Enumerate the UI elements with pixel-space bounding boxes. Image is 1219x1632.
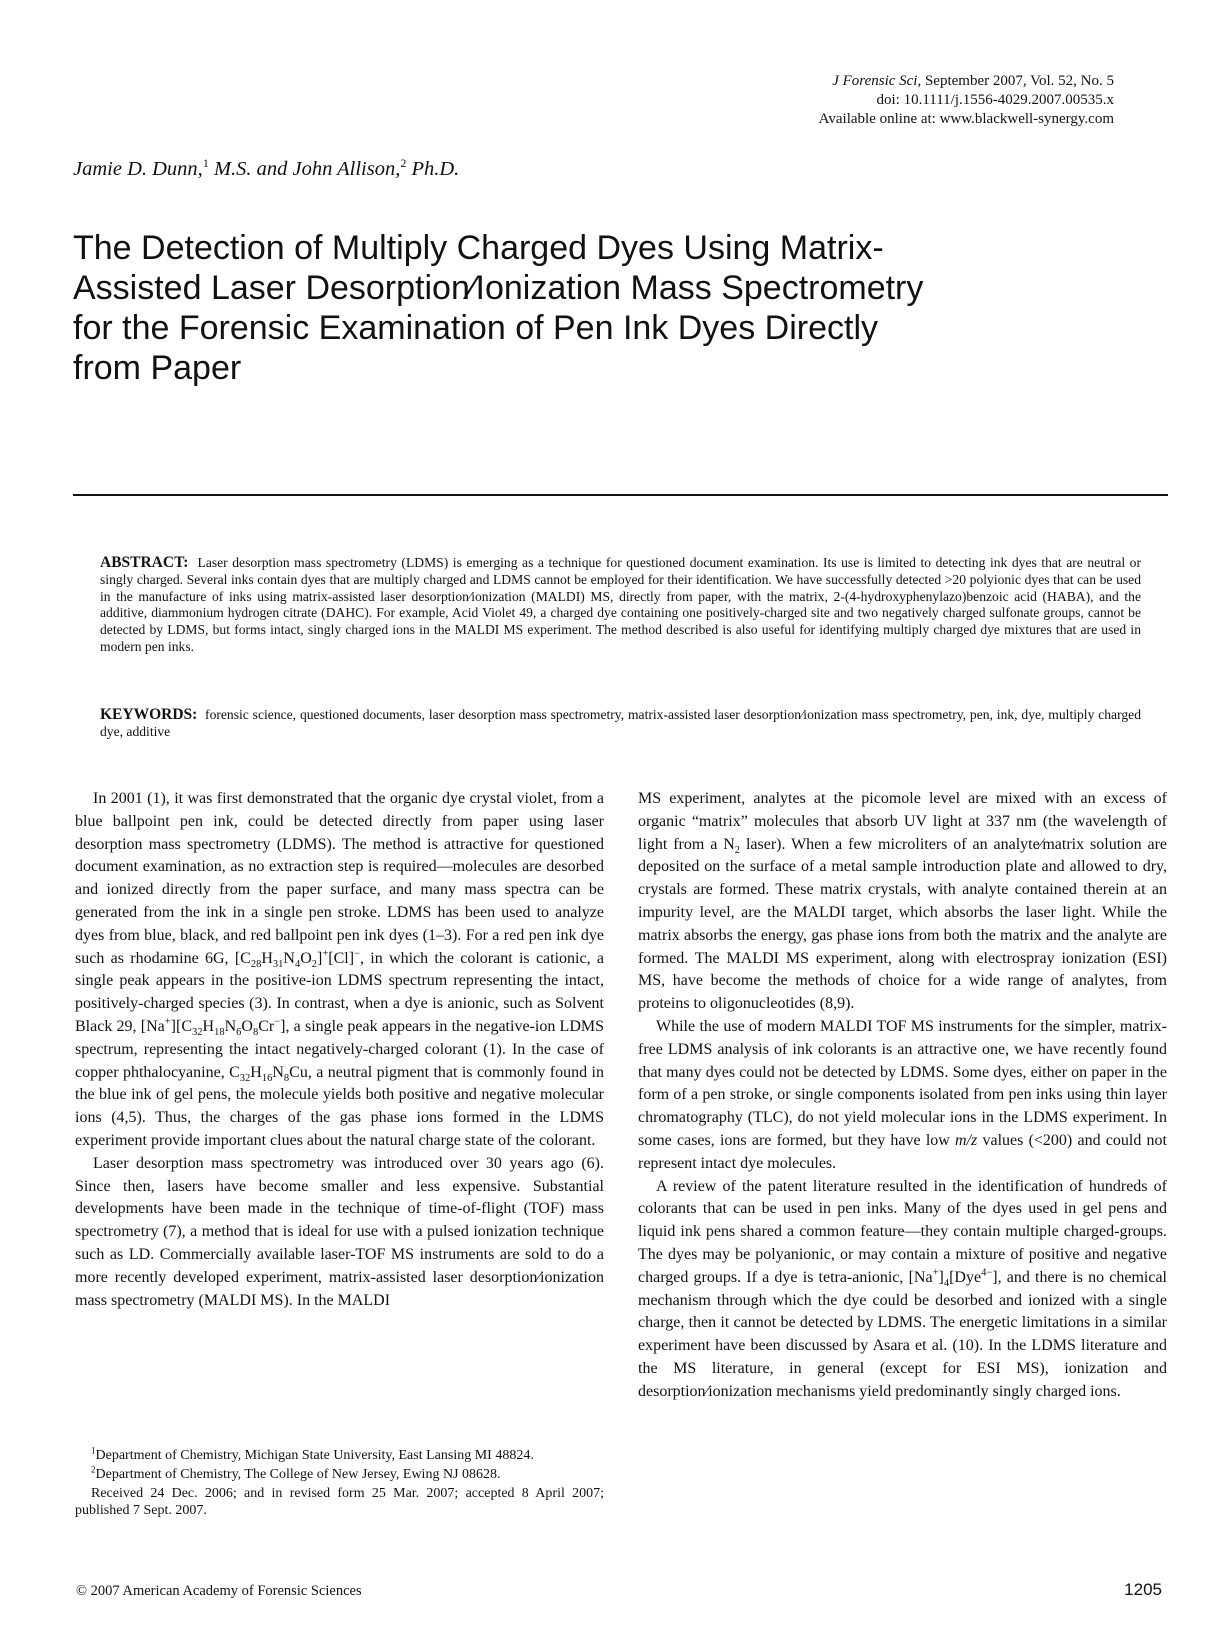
received-dates: Received 24 Dec. 2006; and in revised form 25 Mar. 2007; accepted 8 April 2007; published 7 Sept. 2007. <box>75 1486 604 1518</box>
paper-title: The Detection of Multiply Charged Dyes Using Matrix-Assisted Laser Desorption⁄Ionization Mass Spectrometry for the Forensic Examination of Pen Ink Dyes Directly from Paper <box>73 229 924 387</box>
body-paragraph-1: In 2001 (1), it was first demonstrated that the organic dye crystal violet, from a blue ballpoint pen ink, could be detected directly from paper using laser desorption mass spectrometry (LDMS). The method is attractive for questioned document examination, as no extraction step is required—molecules are desorbed and ionized directly from the paper surface, and many mass spectra can be generated from the ink in a single pen stroke. LDMS has been used to analyze dyes from blue, black, and red ballpoint pen ink dyes (1–3). For a red pen ink dye such as rhodamine 6G, $[C_{28}H_{31}N_4O_2]^+[Cl]^-$, in which the colorant is cationic, a single peak appears in the positive-ion LDMS spectrum representing the intact, positively-charged species (3). In contrast, when a dye is anionic, such as Solvent Black 29, $[Na^+][C_{32}H_{18}N_6O_8Cr^-]$, a single peak appears in the negative-ion LDMS spectrum, representing the intact negatively-charged colorant (1). In the case of copper phthalocyanine, $C_{32}H_{16}N_8Cu$, a neutral pigment that is commonly found in the blue ink of gel pens, the molecule yields both positive and negative molecular ions (4,5). Thus, the charges of the gas phase ions formed in the LDMS experiment provide important clues about the natural charge state of the colorant. <box>75 790 604 1149</box>
body-paragraph-3: MS experiment, analytes at the picomole level are mixed with an excess of organic “matrix” molecules that absorb UV light at 337 nm (the wavelength of light from a $N_2$ laser). When a few microliters of an analyte⁄matrix solution are deposited on the surface of a metal sample introduction plate and allowed to dry, crystals are formed. These matrix crystals, with analyte contained therein at an impurity level, are the MALDI target, which absorbs the laser light. While the matrix absorbs the energy, gas phase ions from both the matrix and the analyte are formed. The MALDI MS experiment, along with electrospray ionization (ESI) MS, have become the methods of choice for a wide range of analytes, from proteins to oligonucleotides (8,9). <box>638 790 1168 1013</box>
author2-affiliation-mark: 2 <box>400 156 407 171</box>
body-paragraph-4: While the use of modern MALDI TOF MS instruments for the simpler, matrix-free LDMS analysis of ink colorants is an attractive one, we have recently found that many dyes could not be detected by LDMS. Some dyes, either on paper in the form of a pen stroke, or single components isolated from pen inks using thin layer chromatography (TLC), do not yield molecular ions in the LDMS experiment. In some cases, ions are formed, but they have low m/z values (<200) and could not represent intact dye molecules. <box>638 1017 1167 1172</box>
author2-degree: Ph.D. <box>406 158 460 180</box>
author1-degree: M.S. and John Allison, <box>208 158 401 180</box>
copyright: © 2007 American Academy of Forensic Sciences <box>76 1583 362 1599</box>
body-paragraph-5: A review of the patent literature resulted in the identification of hundreds of colorants that can be used in pen inks. Many of the dyes used in gel pens and liquid ink pens shared a common feature—they contain multiple charged-groups. The dyes may be polyanionic, or may contain a mixture of positive and negative charged groups. If a dye is tetra-anionic, $[Na^+]_4[Dye^{4-}]$, and there is no chemical mechanism through which the dye could be desorbed and ionized with a single charge, then it cannot be detected by LDMS. The energetic limitations in a similar experiment have been discussed by Asara et al. (10). In the LDMS literature and the MS literature, in general (except for ESI MS), ionization and desorption⁄ionization mechanisms yield predominantly singly charged ions. <box>638 1177 1167 1400</box>
author1-name: Jamie D. Dunn, <box>73 158 203 180</box>
keywords-label: KEYWORDS: <box>100 706 198 723</box>
journal-info <box>819 72 1114 129</box>
journal-name: J Forensic Sci, <box>832 73 922 89</box>
title-divider <box>73 494 1168 496</box>
body-paragraph-2: Laser desorption mass spectrometry was introduced over 30 years ago (6). Since then, lasers have become smaller and less expensive. Substantial developments have been made in the technique of time-of-flight (TOF) mass spectrometry (7), a method that is ideal for use with a pulsed ionization technique such as LD. Commercially available laser-TOF MS instruments are sold to do a more recently developed experiment, matrix-assisted laser desorption⁄ionization mass spectrometry (MALDI MS). In the MALDI <box>75 1154 604 1309</box>
available-online: Available online at: www.blackwell-synergy.com <box>818 111 1114 127</box>
journal-citation <box>819 72 1114 91</box>
abstract-text: Laser desorption mass spectrometry (LDMS) is emerging as a technique for questioned document examination. Its use is limited to detecting ink dyes that are neutral or singly charged. Several inks contain dyes that are multiply charged and LDMS cannot be employed for their identification. We have successfully detected >20 polyionic dyes that can be used in the manufacture of inks using matrix-assisted laser desorption⁄ionization (MALDI) MS, directly from paper, with the matrix, 2-(4-hydroxyphenylazo)benzoic acid (HABA), and the additive, diammonium hydrogen citrate (DAHC). For example, Acid Violet 49, a charged dye containing one positively-charged site and two negatively charged sulfonate groups, cannot be detected by LDMS, but forms intact, singly charged ions in the MALDI MS experiment. The method described is also useful for identifying multiply charged dye mixtures that are used in modern pen inks. <box>100 555 1141 654</box>
body-column-left <box>75 788 604 1312</box>
abstract <box>100 555 1141 656</box>
journal-issue: September 2007, Vol. 52, No. 5 <box>921 73 1114 89</box>
keywords-text: forensic science, questioned documents, laser desorption mass spectrometry, matrix-assisted laser desorption⁄ionization mass spectrometry, pen, ink, dye, multiply charged dye, additive <box>100 707 1141 739</box>
body-column-right <box>638 788 1167 1404</box>
page-number: 1205 <box>1124 1580 1162 1599</box>
doi: doi: 10.1111/j.1556-4029.2007.00535.x <box>876 92 1114 108</box>
footnote-2: $^2$Department of Chemistry, The College of New Jersey, Ewing NJ 08628. <box>91 1463 501 1482</box>
author1-affiliation-mark: 1 <box>202 156 209 171</box>
footnote-1: $^1$Department of Chemistry, Michigan State University, East Lansing MI 48824. <box>91 1445 534 1463</box>
footnotes <box>75 1445 604 1521</box>
abstract-label: ABSTRACT: <box>100 554 189 571</box>
authors <box>73 158 459 181</box>
keywords <box>100 707 1141 741</box>
